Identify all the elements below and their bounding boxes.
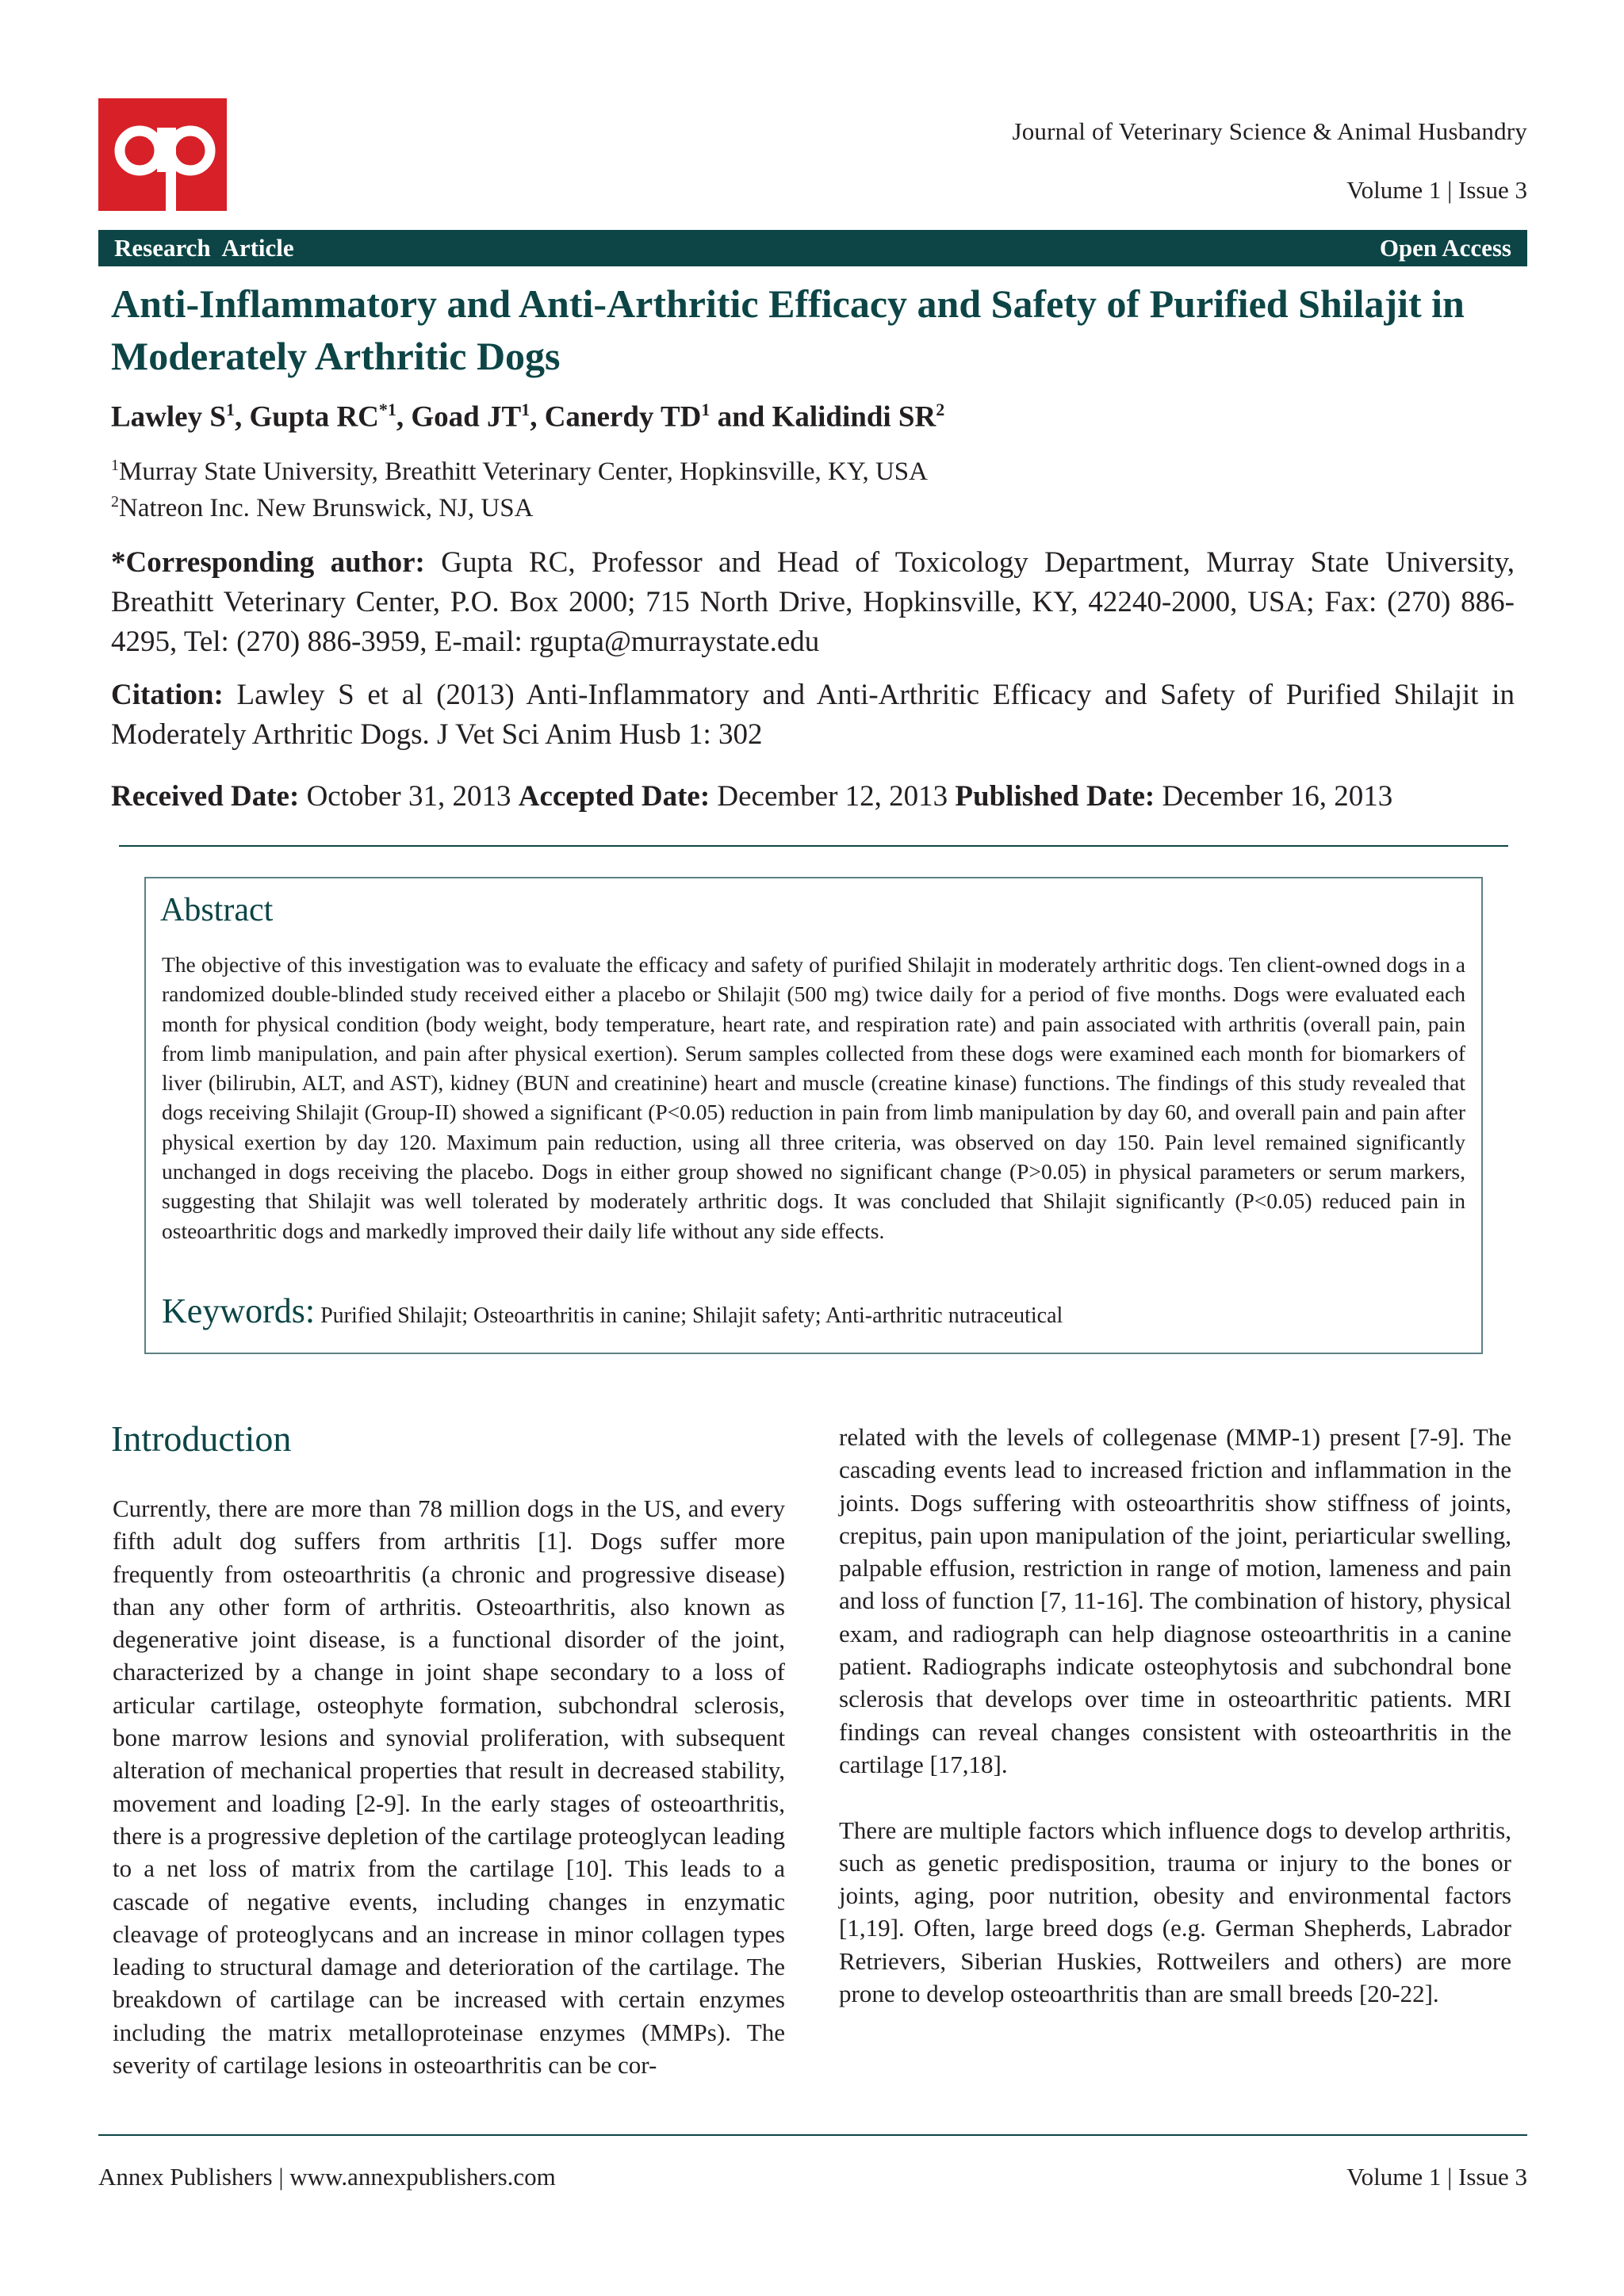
abstract-text: The objective of this investigation was to evaluate the efficacy and safety of purified Shilajit in moderately arthritic dogs. Ten client-owned dogs in a randomized double-blinded study received either a placebo or Shilajit (500 mg) twice daily for a period of five months. Dogs were evaluated each month for physical condition (body weight, body temperature, heart rate, and respiration rate) and pain associated with arthritis (overall pain, pain from limb manipulation, and pain after physical exertion). Serum samples collected from these dogs were examined each month for biomarkers of liver (bilirubin, ALT, and AST), kidney (BUN and creatinine) heart and muscle (creatine kinase) functions. The findings of this study revealed that dogs receiving Shilajit (Group-II) showed a significant (P<0.05) reduction in pain from limb manipulation by day 60, and overall pain and pain after physical exertion by day 120. Maximum pain reduction, using all three criteria, was observed on day 150. Pain level remained significantly unchanged in dogs receiving the placebo. Dogs in either group showed no significant change (P>0.05) in physical parameters or serum markers, suggesting that Shilajit was well tolerated by moderately arthritic dogs. It was concluded that Shilajit significantly (P<0.05) reduced pain in osteoarthritic dogs and markedly improved their daily life without any side effects. [162, 952, 1465, 1243]
author-affiliation-marker: *1 [378, 400, 396, 419]
paragraph: There are multiple factors which influence dogs to develop arthritis, such as genetic predisposition, trauma or injury to the bones or joints, aging, poor nutrition, obesity and environmental factors [1,19]. Often, large breed dogs (e.g. German Shepherds, Labrador Retrievers, Siberian Huskies, Rottweilers and others) are more prone to develop osteoarthritis than are small breeds [20-22]. [839, 1816, 1511, 2008]
abstract-heading: Abstract [160, 892, 274, 928]
author-name: Gupta RC [249, 400, 379, 434]
author-list [111, 400, 944, 434]
citation-label: Citation: [111, 679, 224, 711]
author-affiliation-marker: 2 [936, 400, 945, 419]
accepted-date: December 12, 2013 [710, 780, 956, 813]
author-name: Lawley S [111, 400, 226, 434]
citation [111, 675, 1515, 755]
published-label: Published Date: [955, 780, 1155, 813]
accepted-label: Accepted Date: [518, 780, 710, 813]
footer-volume-issue: Volume 1 | Issue 3 [1346, 2163, 1527, 2191]
author-affiliation-marker: 1 [225, 400, 235, 419]
affiliation-text: Murray State University, Breathitt Veterinary Center, Hopkinsville, KY, USA [119, 457, 928, 486]
citation-text: Lawley S et al (2013) Anti-Inflammatory and Anti-Arthritic Efficacy and Safety of Purified Shilajit in Moderately Arthritic Dogs. J Vet Sci Anim Husb 1: 302 [111, 679, 1515, 751]
article-title: Anti-Inflammatory and Anti-Arthritic Efficacy and Safety of Purified Shilajit in Moderately Arthritic Dogs [111, 281, 1465, 378]
author-name: Goad JT [411, 400, 522, 434]
author-affiliation-marker: 1 [521, 400, 530, 419]
right-column [839, 1421, 1511, 2010]
introduction-heading: Introduction [111, 1418, 292, 1459]
author-name: Canerdy TD [544, 400, 702, 434]
paragraph: Currently, there are more than 78 million dogs in the US, and every fifth adult dog suffers from arthritis [1]. Dogs suffer more frequently from osteoarthritis (a chronic and progressive disease) than any other form of arthritis. Osteoarthritis, also known as degenerative joint disease, is a functional disorder of the joint, characterized by a change in joint shape secondary to a loss of articular cartilage, osteophyte formation, subchondral sclerosis, bone marrow lesions and synovial proliferation, with subsequent alteration of mechanical properties that result in decreased stability, movement and loading [2-9]. In the early stages of osteoarthritis, there is a progressive depletion of the cartilage proteoglycan leading to a net loss of matrix from the cartilage [10]. This leads to a cascade of negative events, including changes in enzymatic cleavage of proteoglycans and an increase in minor collagen types leading to structural damage and deterioration of the cartilage. The breakdown of cartilage can be increased with certain enzymes including the matrix metalloproteinase enzymes (MMPs). The severity of cartilage lesions in osteoarthritis can be cor- [113, 1494, 785, 2080]
article-type-label: Research Article [114, 234, 294, 262]
author-separator: , [530, 400, 545, 434]
open-access-label: Open Access [1379, 234, 1511, 262]
left-column [113, 1492, 785, 2081]
author-name: Kalidindi SR [772, 400, 936, 434]
published-date: December 16, 2013 [1155, 780, 1393, 813]
received-date: October 31, 2013 [299, 780, 519, 813]
affiliation [111, 457, 928, 487]
keywords [162, 1291, 1063, 1331]
corresponding-author [111, 543, 1515, 662]
author-separator: and [710, 400, 772, 434]
article-type-banner [98, 230, 1527, 266]
keywords-text: Purified Shilajit; Osteoarthritis in canine; Shilajit safety; Anti-arthritic nutraceutical [315, 1303, 1063, 1328]
affiliation-text: Natreon Inc. New Brunswick, NJ, USA [119, 494, 534, 522]
author-separator: , [234, 400, 250, 434]
received-label: Received Date: [111, 780, 300, 813]
journal-name: Journal of Veterinary Science & Animal Husbandry [1012, 117, 1527, 145]
corresponding-text: Gupta RC, Professor and Head of Toxicology Department, Murray State University, Breathitt Veterinary Center, P.O. Box 2000; 715 North Drive, Hopkinsville, KY, 42240-2000, USA; Fax: (270) 886-4295, Tel: (270) 886-3959, E-mail: rgupta@murraystate.edu [111, 546, 1515, 658]
article-dates [111, 777, 1515, 817]
corresponding-label: *Corresponding author: [111, 546, 425, 579]
footer-divider [98, 2134, 1527, 2136]
section-divider [119, 845, 1508, 847]
keywords-label: Keywords: [162, 1292, 316, 1330]
header-volume-issue: Volume 1 | Issue 3 [1346, 176, 1527, 204]
footer-publisher: Annex Publishers | www.annexpublishers.com [98, 2163, 556, 2191]
author-separator: , [396, 400, 412, 434]
affiliation [111, 493, 533, 523]
paragraph: related with the levels of collegenase (MMP-1) present [7-9]. The cascading events lead to increased friction and inflammation in the joints. Dogs suffering with osteoarthritis show stiffness of joints, crepitus, pain upon manipulation of the joint, periarticular swelling, palpable effusion, restriction in range of motion, lameness and pain and loss of function [7, 11-16]. The combination of history, physical exam, and radiograph can help diagnose osteoarthritis in a canine patient. Radiographs indicate osteophytosis and subchondral bone sclerosis that develops over time in osteoarthritic patients. MRI findings can reveal changes consistent with osteoarthritis in the cartilage [17,18]. [839, 1423, 1511, 1778]
affiliation-marker: 1 [111, 457, 119, 474]
author-affiliation-marker: 1 [701, 400, 710, 419]
publisher-logo [98, 98, 227, 211]
affiliation-marker: 2 [111, 493, 119, 511]
